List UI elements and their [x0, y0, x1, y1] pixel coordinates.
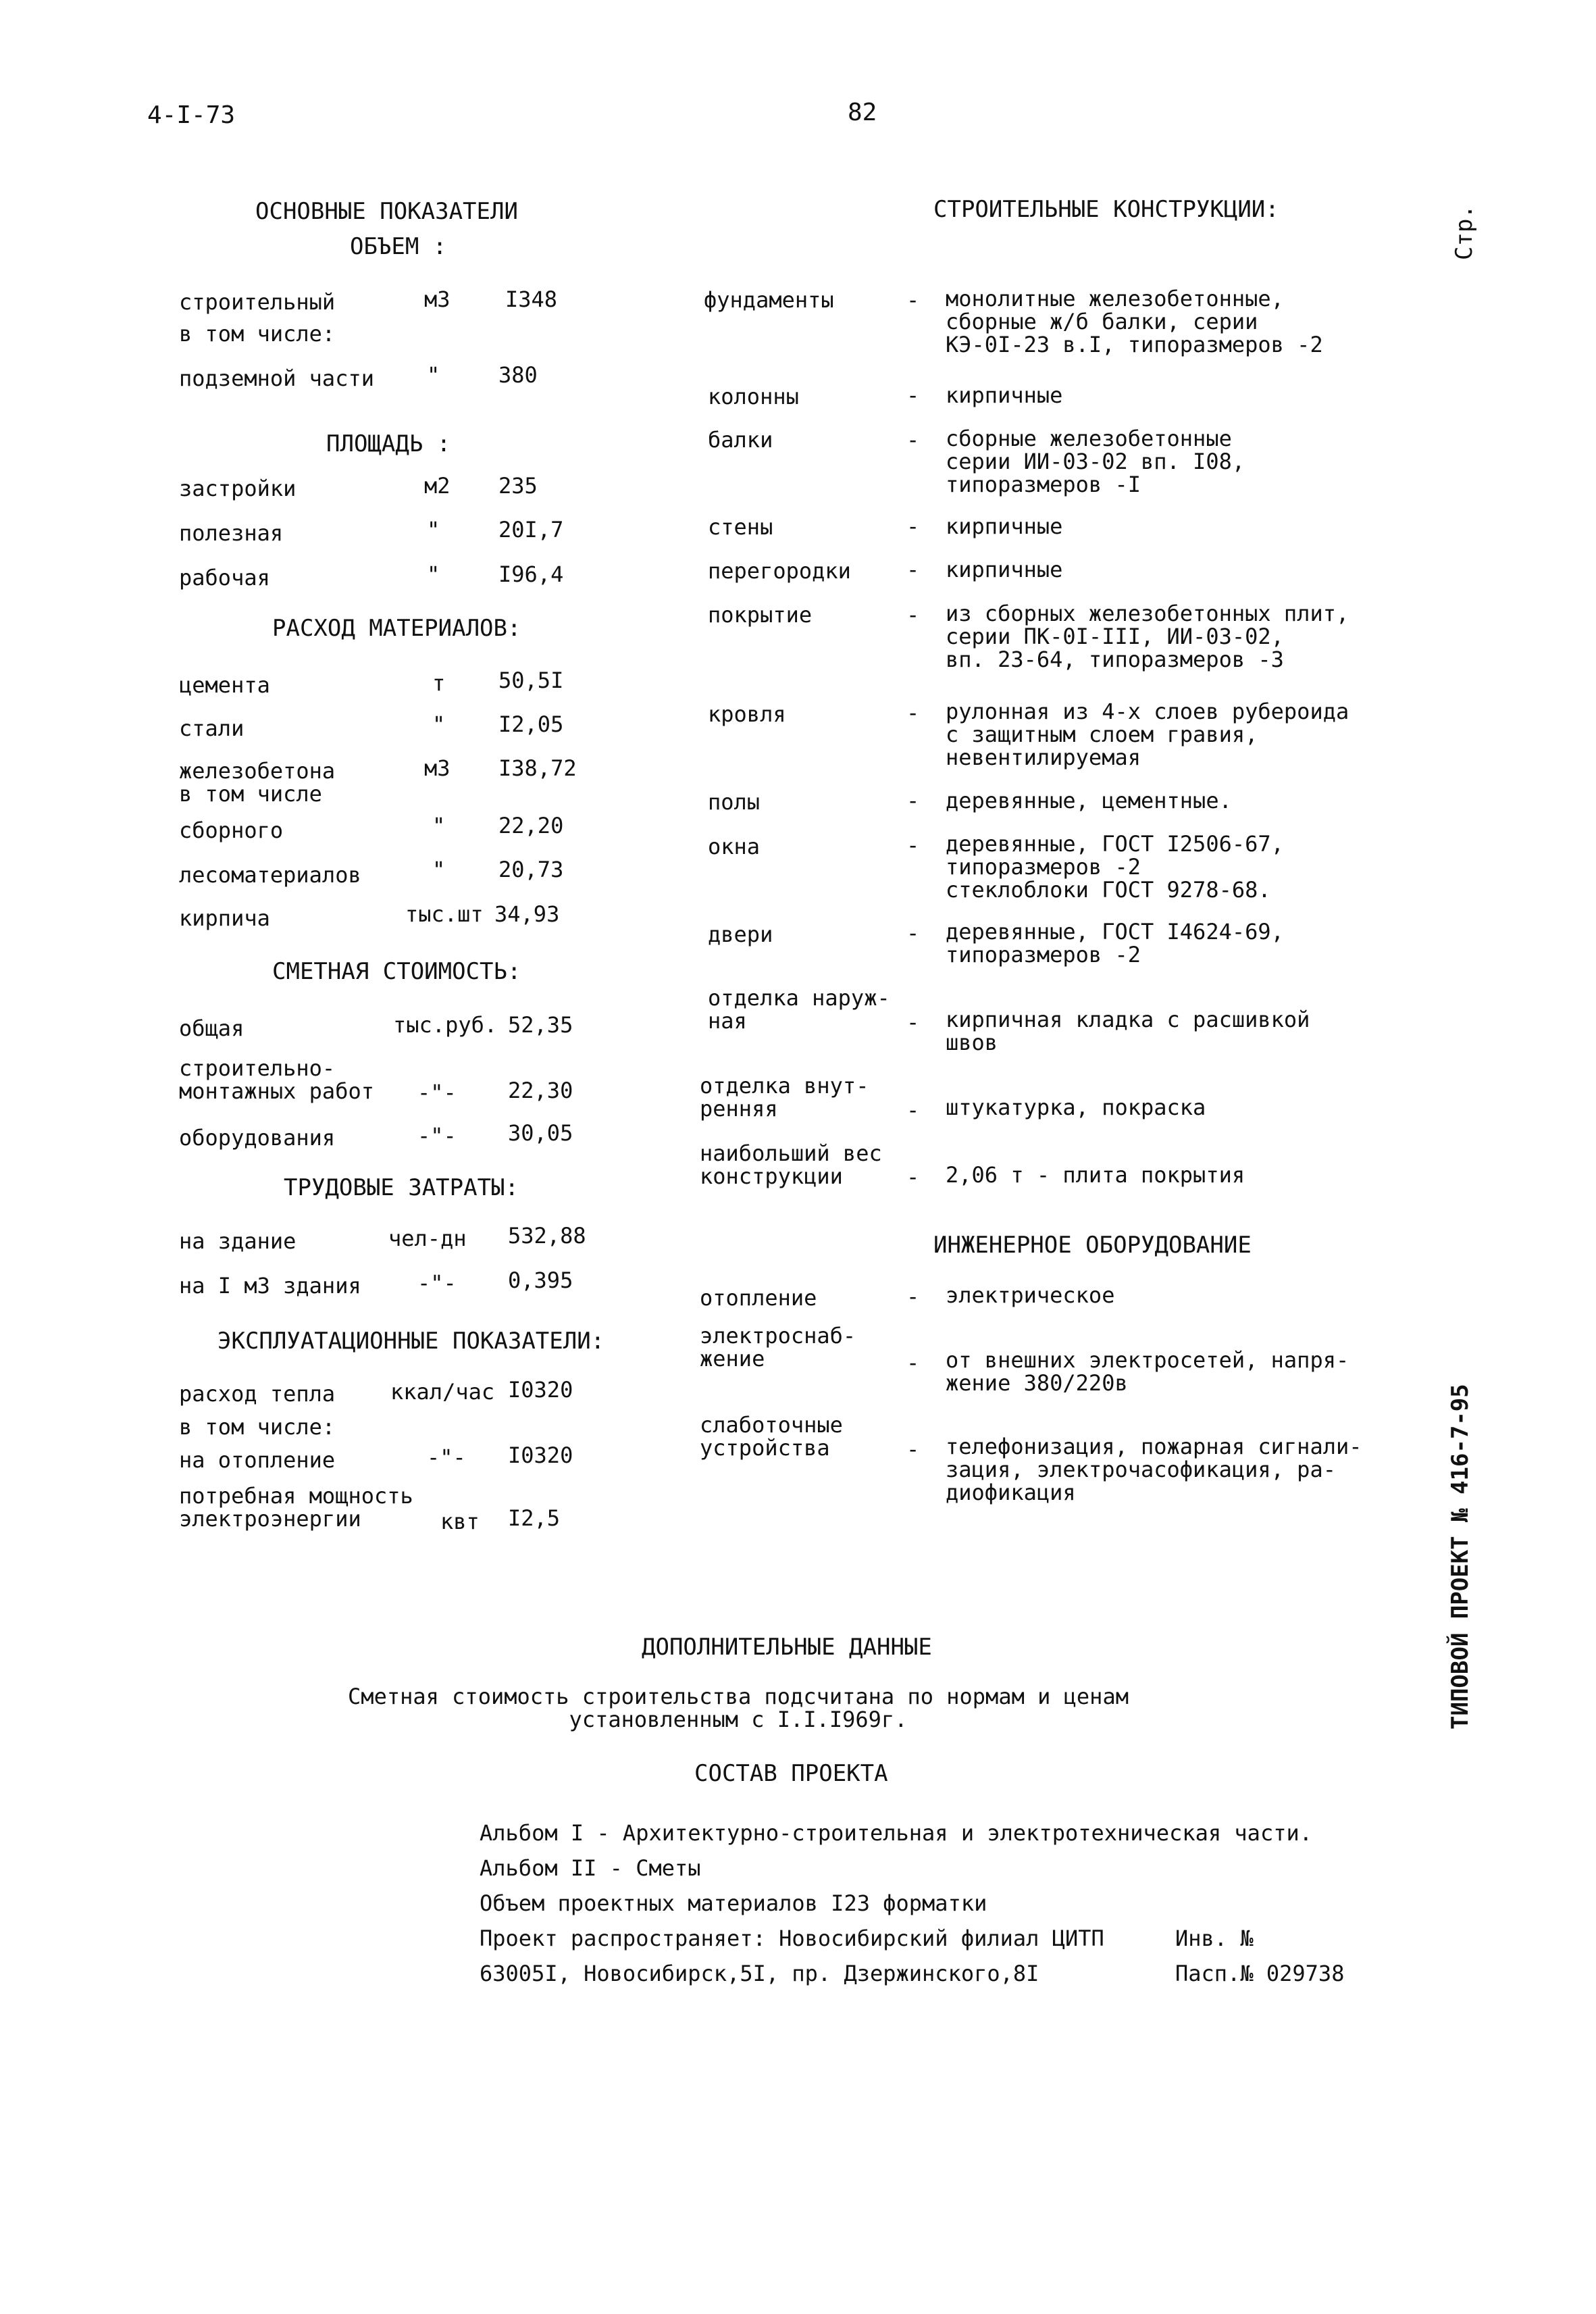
engineering-value: от внешних электросетей, напря- жение 380/220в: [946, 1347, 1349, 1396]
exploit-unit: ккал/час: [390, 1379, 495, 1405]
page-number: 82: [848, 99, 877, 126]
construction-label: отделка наруж- ная: [708, 985, 890, 1034]
construction-value: из сборных железобетонных плит, серии ПК-0I-III, ИИ-03-02, вп. 23-64, типоразмеров -3: [946, 601, 1349, 672]
exploit-label: потребная мощность электроэнергии: [179, 1483, 413, 1532]
area-value: 235: [498, 473, 538, 499]
material-label: железобетона в том числе: [179, 758, 336, 807]
engineering-dash: -: [906, 1284, 920, 1309]
exploit-unit: -"-: [427, 1444, 466, 1470]
address: 63005I, Новосибирск,5I, пр. Дзержинского,8I: [480, 1961, 1039, 1986]
construction-dash: -: [906, 382, 920, 408]
material-value: I38,72: [498, 755, 577, 781]
material-unit: ": [432, 813, 446, 838]
construction-label: наибольший вес конструкции: [700, 1140, 882, 1189]
exploit-heading: ЭКСПЛУАТАЦИОННЫЕ ПОКАЗАТЕЛИ:: [217, 1328, 605, 1355]
area-unit: ": [427, 561, 440, 587]
cost-label: общая: [179, 1015, 244, 1041]
area-label: рабочая: [179, 565, 270, 590]
construction-label: покрытие: [708, 602, 813, 628]
construction-label: фундаменты: [704, 287, 834, 313]
construction-label: стены: [708, 514, 773, 540]
construction-dash: -: [906, 832, 920, 858]
material-unit: тыс.шт: [405, 901, 484, 927]
labor-value: 532,88: [508, 1223, 586, 1249]
album-2: Альбом II - Сметы: [480, 1855, 701, 1881]
engineering-value: телефонизация, пожарная сигнали- зация, электрочасофикация, ра- диофикация: [946, 1434, 1362, 1505]
construction-value: деревянные, ГОСТ I4624-69, типоразмеров -2: [946, 919, 1284, 967]
construction-value: 2,06 т - плита покрытия: [946, 1162, 1245, 1188]
construction-value: сборные железобетонные серии ИИ-03-02 вп. I08, типоразмеров -I: [946, 426, 1245, 497]
construction-value: штукатурка, покраска: [946, 1095, 1206, 1120]
construction-label: балки: [708, 427, 773, 453]
cost-label: строительно- монтажных работ: [179, 1055, 374, 1104]
construction-label: отделка внут- ренняя: [700, 1073, 869, 1122]
material-value: 20,73: [498, 857, 564, 882]
construction-dash: -: [906, 513, 920, 539]
constructions-heading: СТРОИТЕЛЬНЫЕ КОНСТРУКЦИИ:: [933, 196, 1279, 223]
materials-heading: РАСХОД МАТЕРИАЛОВ:: [272, 615, 521, 642]
volume-unit: ": [427, 362, 440, 388]
page-label: Стр.: [1451, 205, 1478, 260]
album-1: Альбом I - Архитектурно-строительная и электротехническая части.: [480, 1820, 1312, 1846]
construction-dash: -: [906, 602, 920, 628]
exploit-value: I2,5: [508, 1505, 561, 1531]
construction-dash: -: [906, 287, 920, 313]
construction-value: кирпичные: [946, 557, 1063, 582]
construction-value: деревянные, цементные.: [946, 788, 1232, 813]
exploit-value: I0320: [508, 1442, 573, 1468]
construction-label: колонны: [708, 384, 799, 409]
inventory-number: Инв. №: [1175, 1926, 1254, 1951]
construction-label: окна: [708, 834, 761, 859]
area-value: I96,4: [498, 561, 564, 587]
exploit-value: I0320: [508, 1377, 573, 1403]
area-label: полезная: [179, 520, 284, 546]
labor-unit: чел-дн: [388, 1226, 467, 1251]
exploit-subheading: в том числе:: [179, 1414, 336, 1440]
exploit-label: расход тепла: [179, 1381, 336, 1407]
construction-value: кирпичные: [946, 382, 1063, 408]
cost-heading: СМЕТНАЯ СТОИМОСТЬ:: [272, 958, 521, 985]
labor-label: на здание: [179, 1228, 297, 1254]
material-value: 50,5I: [498, 668, 564, 693]
material-label: сборного: [179, 818, 284, 843]
construction-label: двери: [708, 922, 773, 947]
extra-data-heading: ДОПОЛНИТЕЛЬНЫЕ ДАННЫЕ: [642, 1634, 932, 1661]
labor-heading: ТРУДОВЫЕ ЗАТРАТЫ:: [284, 1174, 519, 1201]
project-label: ТИПОВОЙ ПРОЕКТ № 416-7-95: [1447, 1384, 1474, 1730]
volume-value: 380: [498, 362, 538, 388]
labor-value: 0,395: [508, 1267, 573, 1293]
construction-dash: -: [906, 920, 920, 946]
area-unit: ": [427, 517, 440, 543]
construction-value: монолитные железобетонные, сборные ж/б балки, серии КЭ-0I-23 в.I, типоразмеров -2: [946, 286, 1323, 357]
area-heading: ПЛОЩАДЬ :: [326, 430, 451, 457]
extra-data-text: Сметная стоимость строительства подсчитана по нормам и ценам установленным с I.I.I969г.: [348, 1684, 1129, 1732]
volume-label: строительный: [179, 289, 336, 315]
document-code: 4-I-73: [147, 101, 236, 129]
construction-dash: -: [906, 1009, 920, 1035]
material-label: цемента: [179, 672, 270, 698]
labor-unit: -"-: [417, 1270, 457, 1296]
engineering-label: слаботочные устройства: [700, 1412, 843, 1461]
material-label: лесоматериалов: [179, 862, 361, 888]
construction-value: деревянные, ГОСТ I2506-67, типоразмеров -2 стеклоблоки ГОСТ 9278-68.: [946, 831, 1284, 903]
material-label: кирпича: [179, 905, 270, 931]
volume-line: Объем проектных материалов I23 форматки: [480, 1890, 987, 1916]
engineering-value: электрическое: [946, 1282, 1115, 1308]
construction-dash: -: [906, 1164, 920, 1190]
exploit-unit: квт: [440, 1509, 480, 1534]
material-unit: т: [432, 670, 446, 696]
construction-label: полы: [708, 789, 761, 815]
construction-dash: -: [906, 1097, 920, 1123]
area-unit: м2: [424, 473, 451, 499]
engineering-label: электроснаб- жение: [700, 1323, 856, 1372]
material-value: I2,05: [498, 711, 564, 737]
construction-label: перегородки: [708, 558, 851, 584]
construction-value: рулонная из 4-х слоев рубероида с защитным слоем гравия, невентилируемая: [946, 699, 1349, 770]
area-label: застройки: [179, 476, 297, 501]
exploit-label: на отопление: [179, 1447, 336, 1473]
cost-unit: тыс.руб.: [393, 1012, 498, 1038]
cost-label: оборудования: [179, 1125, 336, 1151]
cost-value: 30,05: [508, 1120, 573, 1146]
engineering-dash: -: [906, 1436, 920, 1462]
engineering-heading: ИНЖЕНЕРНОЕ ОБОРУДОВАНИЕ: [933, 1232, 1252, 1259]
engineering-label: отопление: [700, 1285, 817, 1311]
cost-unit: -"-: [417, 1080, 457, 1105]
cost-value: 52,35: [508, 1012, 573, 1038]
construction-dash: -: [906, 557, 920, 582]
construction-label: кровля: [708, 701, 786, 727]
labor-label: на I м3 здания: [179, 1273, 361, 1299]
volume-heading: ОБЪЕМ :: [350, 233, 447, 260]
passport-number: Пасп.№ 029738: [1175, 1961, 1345, 1986]
material-unit: ": [432, 711, 446, 737]
material-unit: м3: [424, 755, 451, 781]
construction-dash: -: [906, 788, 920, 813]
material-value: 22,20: [498, 813, 564, 838]
construction-value: кирпичные: [946, 513, 1063, 539]
engineering-dash: -: [906, 1350, 920, 1376]
distributor: Проект распространяет: Новосибирский филиал ЦИТП: [480, 1926, 1104, 1951]
cost-unit: -"-: [417, 1123, 457, 1149]
area-value: 20I,7: [498, 517, 564, 543]
cost-value: 22,30: [508, 1078, 573, 1103]
volume-unit: м3: [424, 286, 451, 312]
construction-value: кирпичная кладка с расшивкой швов: [946, 1007, 1310, 1055]
material-value: 34,93: [494, 901, 560, 927]
volume-value: I348: [505, 286, 558, 312]
material-unit: ": [432, 857, 446, 882]
composition-heading: СОСТАВ ПРОЕКТА: [694, 1760, 888, 1787]
volume-label: подземной части: [179, 366, 374, 391]
material-label: стали: [179, 715, 244, 741]
construction-dash: -: [906, 427, 920, 453]
main-indicators-title: ОСНОВНЫЕ ПОКАЗАТЕЛИ: [255, 198, 518, 225]
construction-dash: -: [906, 700, 920, 726]
volume-subheading: в том числе:: [179, 321, 336, 347]
